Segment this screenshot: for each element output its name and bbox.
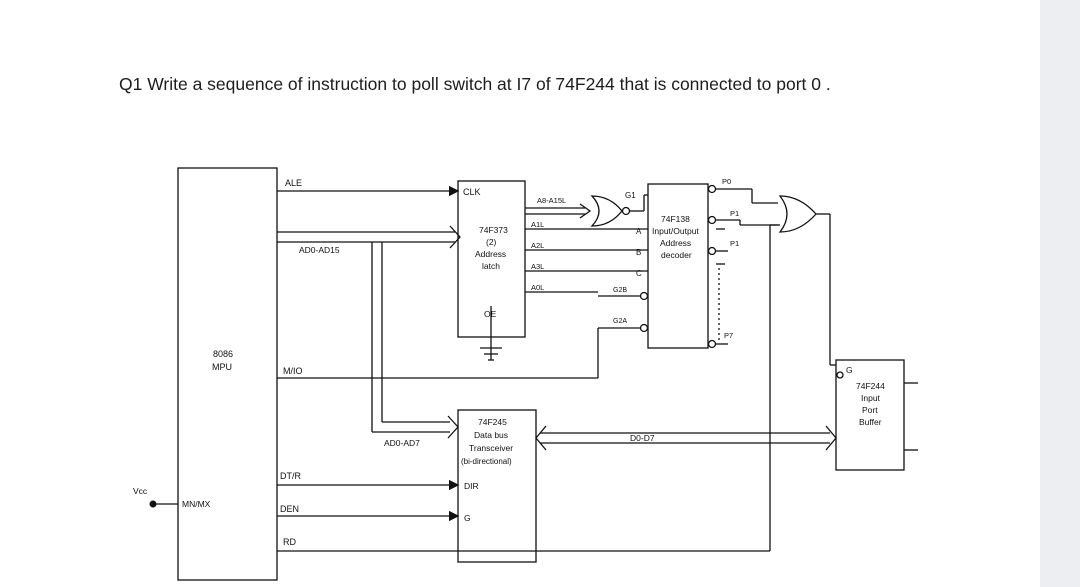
dir-label: DIR (464, 481, 479, 491)
transceiver-label-1: 74F245 (478, 417, 507, 427)
g-bar-label: G (464, 513, 471, 523)
latch-out-4: A0L (531, 283, 545, 292)
mpu-label-1: 8086 (213, 349, 234, 359)
buffer-g-label: G (846, 365, 853, 375)
data-bus-label: D0-D7 (630, 433, 655, 443)
vcc-label: Vcc (133, 486, 148, 496)
decoder-en-g2b: G2B (613, 287, 628, 294)
addr-bus-label: A8-A15L (537, 196, 567, 205)
decoder-en-g2a: G2A (613, 318, 628, 325)
decoder-out-p0: P0 (722, 177, 732, 186)
latch-out-1: A1L (531, 220, 545, 229)
oe-label: OE (484, 309, 497, 319)
latch-label-2: (2) (486, 237, 497, 247)
rd-label: RD (283, 537, 296, 547)
decoder-out-p1b: P1 (730, 239, 740, 248)
latch-out-2: A2L (531, 241, 545, 250)
latch-label-4: latch (482, 261, 500, 271)
decoder-in-a: A (636, 227, 642, 236)
decoder-out-p7: P7 (724, 331, 734, 340)
decoder-out-p1: P1 (730, 209, 740, 218)
dtr-label: DT/R (280, 471, 301, 481)
ad-hi-label: AD0-AD15 (299, 245, 340, 255)
right-panel (1040, 0, 1080, 587)
mpu-label-2: MPU (212, 362, 232, 372)
buffer-label-4: Buffer (859, 417, 882, 427)
clk-label: CLK (463, 187, 481, 197)
decoder-en-g1: G1 (625, 191, 636, 200)
question-text: Q1 Write a sequence of instruction to poll switch at I7 of 74F244 that is connected to port 0 . (119, 74, 831, 94)
den-label: DEN (280, 504, 300, 514)
latch-label-1: 74F373 (479, 225, 508, 235)
decoder-in-c: C (636, 269, 642, 278)
decoder-label-4: decoder (661, 250, 692, 260)
buffer-label-3: Port (862, 405, 878, 415)
ale-label: ALE (285, 178, 303, 188)
transceiver-label-2: Data bus (474, 430, 509, 440)
mio-label: M/IO (283, 366, 303, 376)
decoder-label-3: Address (660, 238, 692, 248)
ad-lo-label: AD0-AD7 (384, 438, 420, 448)
buffer-label-2: Input (861, 393, 880, 403)
latch-out-3: A3L (531, 262, 545, 271)
latch-label-3: Address (475, 249, 507, 259)
transceiver-label-3: Transceiver (469, 443, 514, 453)
buffer-label-1: 74F244 (856, 381, 885, 391)
decoder-in-b: B (636, 248, 642, 257)
mnmx-label: MN/MX (182, 499, 211, 509)
transceiver-label-4: (bi-directional) (461, 457, 512, 466)
decoder-label-1: 74F138 (661, 214, 690, 224)
decoder-label-2: Input/Output (652, 226, 699, 236)
